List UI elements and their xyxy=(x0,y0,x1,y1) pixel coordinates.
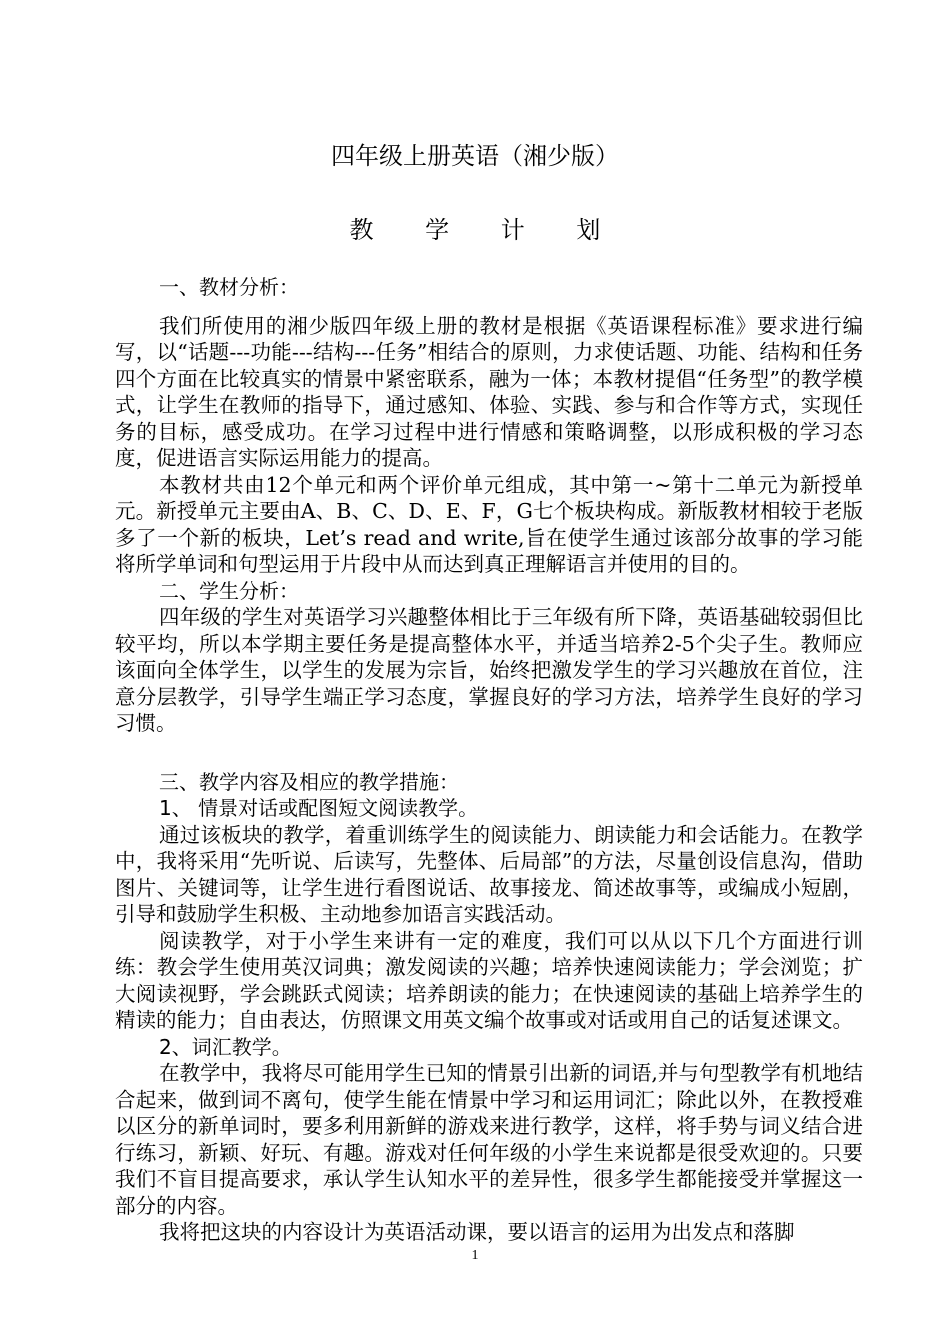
document-body xyxy=(115,274,863,1246)
paragraph: 我们所使用的湘少版四年级上册的教材是根据《英语课程标准》要求进行编写，以“话题---功能---结构---任务”相结合的原则，力求使话题、功能、结构和任务四个方面在比较真实的情景中紧密联系，融为一体；本教材提倡“任务型”的教学模式，让学生在教师的指导下，通过感知、体验、实践、参与和合作等方式，实现任务的目标，感受成功。在学习过程中进行情感和策略调整，以形成积极的学习态度，促进语言实际运用能力的提高。 xyxy=(115,313,863,470)
section-heading-students: 二、学生分析： xyxy=(159,578,299,603)
section-heading-teaching: 三、教学内容及相应的教学措施： xyxy=(159,769,459,794)
paragraph: 通过该板块的教学，着重训练学生的阅读能力、朗读能力和会话能力。在教学中，我将采用“先听说、后读写，先整体、后局部”的方法，尽量创设信息沟，借助图片、关键词等，让学生进行看图说话、故事接龙、简述故事等，或编成小短剧，引导和鼓励学生积极、主动地参加语言实践活动。 xyxy=(115,822,863,926)
paragraph: 在教学中，我将尽可能用学生已知的情景引出新的词语,并与句型教学有机地结合起来，做到词不离句，使学生能在情景中学习和运用词汇；除此以外，在教授难以区分的新单词时，要多利用新鲜的游戏来进行教学，这样，将手势与词义结合进行练习，新颖、好玩、有趣。游戏对任何年级的小学生来说都是很受欢迎的。只要我们不盲目提高要求，承认学生认知水平的差异性，很多学生都能接受并掌握这一部分的内容。 xyxy=(115,1061,863,1218)
subheading-vocabulary: 2、词汇教学。 xyxy=(159,1034,292,1059)
document-subtitle: 教 学 计 划 xyxy=(349,216,623,244)
paragraph: 阅读教学，对于小学生来讲有一定的难度，我们可以从以下几个方面进行训练：教会学生使用英汉词典；激发阅读的兴趣；培养快速阅读能力；学会浏览；扩大阅读视野，学会跳跃式阅读；培养朗读的能力；在快速阅读的基础上培养学生的精读的能力；自由表达，仿照课文用英文编个故事或对话或用自己的话复述课文。 xyxy=(115,928,863,1032)
document-title: 四年级上册英语（湘少版） xyxy=(331,142,619,170)
page-number: 1 xyxy=(471,1248,479,1263)
spacer xyxy=(115,737,863,769)
paragraph: 我将把这块的内容设计为英语活动课，要以语言的运用为出发点和落脚 xyxy=(159,1220,795,1244)
subheading-reading: 1、 情景对话或配图短文阅读教学。 xyxy=(159,796,479,820)
paragraph: 四年级的学生对英语学习兴趣整体相比于三年级有所下降，英语基础较弱但比较平均，所以本学期主要任务是提高整体水平，并适当培养2-5个尖子生。教师应该面向全体学生，以学生的发展为宗旨，始终把激发学生的学习兴趣放在首位，注意分层教学，引导学生端正学习态度，掌握良好的学习方法，培养学生良好的学习习惯。 xyxy=(115,605,863,735)
section-heading-materials: 一、教材分析： xyxy=(159,275,299,299)
paragraph: 本教材共由12个单元和两个评价单元组成，其中第一~第十二单元为新授单元。新授单元主要由A、B、C、D、E、F，G七个板块构成。新版教材相较于老版多了一个新的板块，Let’s read and write,旨在使学生通过该部分故事的学习能将所学单词和句型运用于片段中从而达到真正理解语言并使用的目的。 xyxy=(115,472,863,576)
